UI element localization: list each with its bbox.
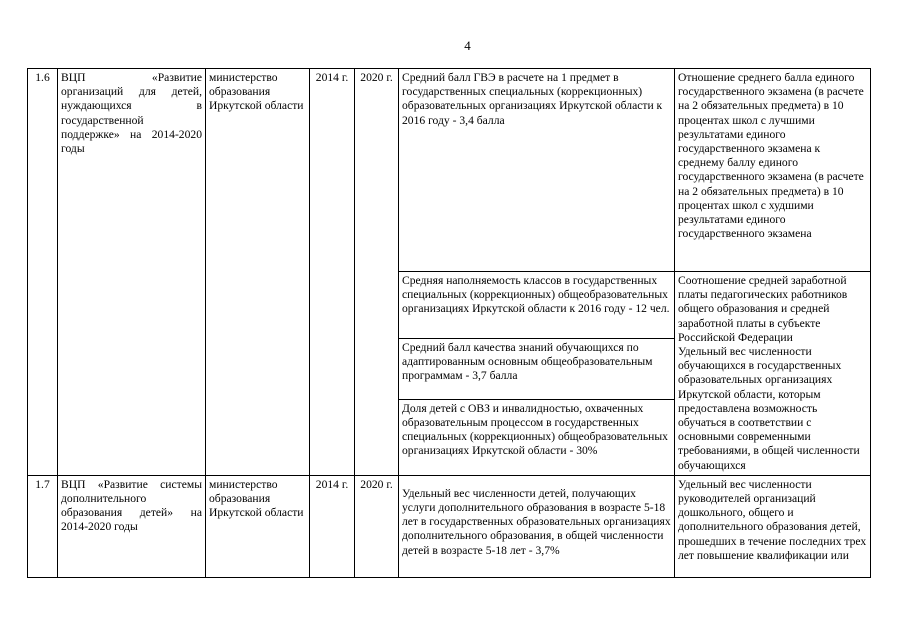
target-text: Соотношение средней заработной платы педагогических работников общего образования и средней заработной платы в субъекте Российской Федерации [678,274,848,344]
year-end: 2020 г. [355,69,399,476]
program-name: ВЦП «Развитие системы дополнительного образования детей» на 2014-2020 годы [58,475,206,577]
indicator-cell: Доля детей с ОВЗ и инвалидностью, охваченных образовательным процессом в государственных специальных (коррекционных) общеобразовательных организациях Иркутской области - 30% [399,399,675,475]
indicator-cell: Средняя наполняемость классов в государственных специальных (коррекционных) общеобразовательных организациях Иркутской области к 2016 году - 12 чел. [399,272,675,339]
indicator-cell: Средний балл ГВЭ в расчете на 1 предмет в государственных специальных (коррекционных) образовательных организациях Иркутской области к 2016 году - 3,4 балла [399,69,675,272]
row-number: 1.7 [28,475,58,577]
indicator-text: Удельный вес численности детей, получающих услуги дополнительного образования в возрасте 5-18 лет в государственных образовательных организациях дополнительного образования, в общей численности детей в возрасте 5-18 лет - 3,7% [402,486,671,557]
target-text: Удельный вес численности обучающихся в государственных образовательных организациях Иркутской области, которым предоставлена возможность обучаться в соответствии с основными современными требованиями, в общей численности обучающихся [678,345,860,472]
target-cell: Отношение среднего балла единого государственного экзамена (в расчете на 2 обязательных предмета) в 10 процентах школ с лучшими результатами единого государственного экзамена к среднему баллу единого государственного экзамена (в расчете на 2 обязательных предмета) в 10 процентах школ с худшими результатами единого государственного экзамена [675,69,871,272]
table-row [28,475,871,577]
target-cell [675,272,871,476]
table-row [28,69,871,272]
page-number: 4 [464,38,471,53]
indicator-cell: Средний балл качества знаний обучающихся по адаптированным основным общеобразовательным программам - 3,7 балла [399,338,675,399]
year-start: 2014 г. [310,475,355,577]
programs-table [27,68,871,578]
indicator-cell [399,475,675,577]
executor: министерство образования Иркутской области [206,69,310,476]
year-end: 2020 г. [355,475,399,577]
target-cell: Удельный вес численности руководителей организаций дошкольного, общего и дополнительного образования детей, прошедших в течение последних трех лет повышение квалификации или [675,475,871,577]
row-number: 1.6 [28,69,58,476]
executor: министерство образования Иркутской области [206,475,310,577]
year-start: 2014 г. [310,69,355,476]
program-name: ВЦП «Развитие организаций для детей, нуждающихся в государственной поддержке» на 2014-2020 годы [58,69,206,476]
